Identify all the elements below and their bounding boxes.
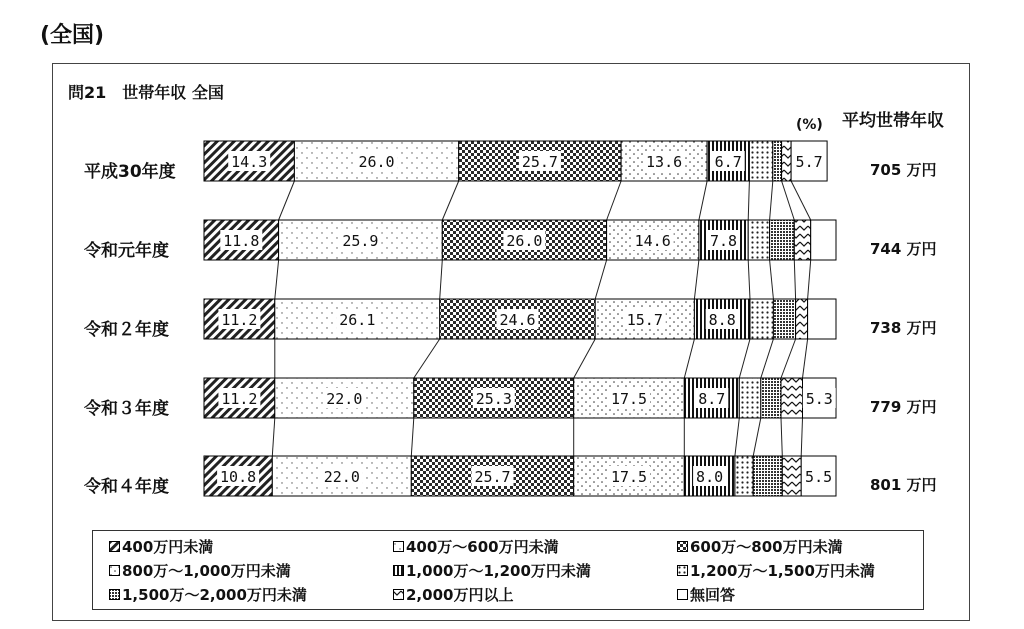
data-label: 7.8 (709, 232, 738, 250)
legend-label: 無回答 (690, 586, 736, 604)
percent-unit-label: (%) (796, 117, 823, 133)
legend-label: 600万～800万円未満 (690, 538, 843, 556)
data-label: 25.3 (475, 390, 512, 408)
bar-segment (770, 220, 795, 260)
connector-line (748, 181, 749, 220)
connector-line (275, 260, 279, 299)
data-label: 26.0 (506, 232, 543, 250)
bar-segment (749, 141, 772, 181)
connector-line (414, 339, 440, 378)
bar-segment (794, 220, 810, 260)
legend-swatch (677, 541, 688, 552)
legend-label: 1,000万～1,200万円未満 (406, 562, 591, 580)
connector-line (803, 339, 808, 378)
bar-segment (753, 456, 782, 496)
data-label: 5.5 (805, 468, 833, 486)
connector-line (794, 260, 795, 299)
legend-label: 800万～1,000万円未満 (122, 562, 291, 580)
data-label: 5.3 (805, 390, 833, 408)
connector-line (684, 339, 694, 378)
bar-segment (782, 456, 801, 496)
data-label: 10.8 (220, 468, 257, 486)
connector-line (808, 260, 811, 299)
data-label: 15.7 (626, 311, 663, 329)
data-label: 11.2 (221, 311, 258, 329)
category-label: 令和３年度 (84, 399, 169, 419)
average-income-header: 平均世帯年収 (842, 111, 944, 131)
data-label: 26.1 (339, 311, 376, 329)
legend-item (393, 536, 559, 557)
data-label: 25.7 (474, 468, 511, 486)
category-label: 令和４年度 (84, 477, 169, 497)
bar-segment (796, 299, 808, 339)
connector-line (595, 260, 606, 299)
average-income-value: 744 万円 (870, 240, 937, 258)
legend-swatch (109, 589, 120, 600)
connector-line (781, 418, 782, 456)
connector-line (801, 418, 802, 456)
connector-line (748, 260, 750, 299)
legend-swatch (109, 565, 120, 576)
legend-item (109, 560, 291, 581)
legend-label: 2,000万円以上 (406, 586, 514, 604)
legend-item (677, 560, 875, 581)
page-title: (全国) (40, 23, 105, 48)
average-income-value: 738 万円 (870, 319, 937, 337)
data-label: 11.2 (221, 390, 258, 408)
connector-line (694, 260, 699, 299)
connector-line (753, 418, 761, 456)
data-label: 17.5 (610, 390, 648, 408)
connector-line (782, 181, 795, 220)
legend-label: 1,500万～2,000万円未満 (122, 586, 307, 604)
average-income-value: 779 万円 (870, 398, 937, 416)
connector-line (791, 181, 811, 220)
legend-label: 400万～600万円未満 (406, 538, 559, 556)
legend-item (393, 584, 513, 605)
category-label: 令和２年度 (84, 320, 169, 340)
connector-line (440, 260, 443, 299)
connector-line (781, 339, 796, 378)
category-label: 平成30年度 (84, 162, 176, 182)
data-label: 8.8 (708, 311, 736, 329)
connector-line (761, 339, 774, 378)
data-label: 5.7 (795, 153, 823, 171)
data-label: 13.6 (646, 153, 683, 171)
data-label: 11.8 (223, 232, 260, 250)
legend-item (677, 536, 843, 557)
legend (92, 530, 924, 610)
data-label: 22.0 (326, 390, 363, 408)
legend-swatch (677, 589, 688, 600)
connector-line (442, 181, 458, 220)
bar-segment (773, 299, 795, 339)
bar-segment (811, 220, 836, 260)
connector-line (607, 181, 622, 220)
connector-line (699, 181, 707, 220)
bar-segment (773, 141, 782, 181)
legend-item (109, 584, 307, 605)
connector-line (770, 181, 773, 220)
legend-swatch (109, 541, 120, 552)
connector-line (272, 418, 275, 456)
connector-line (770, 260, 774, 299)
legend-item (677, 584, 735, 605)
bar-segment (735, 456, 753, 496)
category-label: 令和元年度 (84, 241, 169, 261)
legend-label: 1,200万～1,500万円未満 (690, 562, 875, 580)
bar-segment (750, 299, 773, 339)
data-label: 8.0 (696, 468, 724, 486)
data-label: 6.7 (714, 153, 742, 171)
average-income-value: 705 万円 (870, 161, 937, 179)
legend-swatch (393, 565, 404, 576)
data-label: 25.7 (521, 153, 558, 171)
data-label: 14.6 (634, 232, 671, 250)
legend-item (109, 536, 213, 557)
bar-segment (739, 378, 761, 418)
legend-label: 400万円未満 (122, 538, 214, 556)
data-label: 25.9 (342, 232, 379, 250)
legend-swatch (393, 541, 404, 552)
bar-segment (748, 220, 770, 260)
connector-line (411, 418, 414, 456)
average-income-value: 801 万円 (870, 476, 937, 494)
data-label: 14.3 (231, 153, 268, 171)
legend-swatch (393, 589, 404, 600)
data-label: 8.7 (698, 390, 726, 408)
bar-segment (808, 299, 836, 339)
bar-segment (761, 378, 781, 418)
bar-segment (782, 141, 792, 181)
bar-segment (781, 378, 803, 418)
data-label: 17.5 (610, 468, 648, 486)
legend-swatch (677, 565, 688, 576)
data-label: 22.0 (323, 468, 360, 486)
connector-line (739, 339, 750, 378)
connector-line (279, 181, 295, 220)
data-label: 24.6 (499, 311, 536, 329)
legend-item (393, 560, 591, 581)
chart-title: 問21 世帯年収 全国 (68, 83, 224, 102)
data-label: 26.0 (358, 153, 395, 171)
connector-line (735, 418, 739, 456)
connector-line (574, 339, 596, 378)
